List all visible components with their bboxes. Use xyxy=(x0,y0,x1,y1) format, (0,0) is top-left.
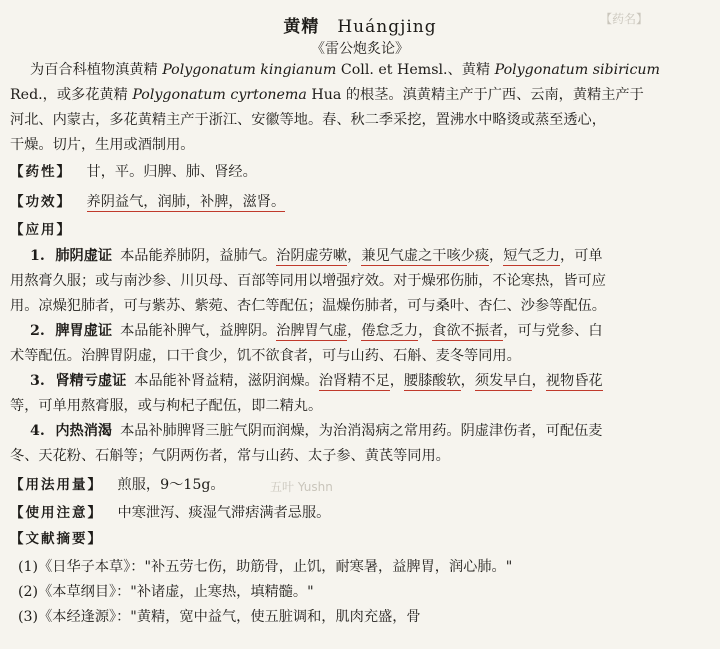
section-heading: 【使用注意】 xyxy=(10,505,103,521)
herb-name-chinese: 黄精 xyxy=(283,17,320,37)
application-item-2-line-2: 术等配伍。治脾胃阴虚，口干食少，饥不欲食者，可与山药、石斛、麦冬等同用。 xyxy=(10,348,521,364)
intro-line-3: 河北、内蒙古，多花黄精主产于浙江、安徽等地。春、秋二季采挖，置沸水中略烫或蒸至透心， xyxy=(10,112,606,128)
application-item-4-line-2: 冬、天花粉、石斛等；气阴两伤者，常与山药、太子参、黄芪等同用。 xyxy=(10,448,450,464)
application-item-1-line-2: 用熬膏久服；或与南沙参、川贝母、百部等同用以增强疗效。对于燥邪伤肺，不论寒热，皆可应 xyxy=(10,273,606,289)
application-item-2: 2. 脾胃虚证 本品能补脾气，益脾阴。治脾胃气虚，倦怠乏力，食欲不振者，可与党参、白 xyxy=(30,323,603,339)
section-heading: 【应用】 xyxy=(10,222,72,238)
section-heading: 【功效】 xyxy=(10,194,72,210)
section-heading: 【文献摘要】 xyxy=(10,531,103,547)
herb-source: 《雷公炮炙论》 xyxy=(311,41,409,57)
page-bottom-edge xyxy=(0,636,720,649)
bleed-through-text: 五叶 Yushn xyxy=(270,480,333,494)
bleed-through-text: 【药名】 xyxy=(600,12,649,26)
intro-line-2: Red.，或多花黄精 Polygonatum cyrtonema Hua 的根茎。滇黄精主产于广西、云南，黄精主产于 xyxy=(10,87,644,103)
literature-item-2: (2)《本草纲目》："补诸虚，止寒热，填精髓。" xyxy=(18,584,314,600)
intro-line-1: 为百合科植物滇黄精 Polygonatum kingianum Coll. et Hemsl.、黄精 Polygonatum sibiricum xyxy=(30,62,660,78)
section-heading: 【用法用量】 xyxy=(10,477,103,493)
section-efficacy: 【功效】 养阴益气，润肺，补脾，滋肾。 xyxy=(10,194,286,210)
herb-name-pinyin: Huángjing xyxy=(337,17,437,37)
herb-title xyxy=(0,12,720,37)
section-application xyxy=(10,220,72,240)
literature-item-3: (3)《本经逢源》："黄精，宽中益气，使五脏调和，肌肉充盛，骨 xyxy=(18,609,421,625)
application-item-3: 3. 肾精亏虚证 本品能补肾益精，滋阴润燥。治肾精不足，腰膝酸软，须发早白，视物昏花 xyxy=(30,373,603,389)
section-cautions: 【使用注意】 中寒泄泻、痰湿气滞痞满者忌服。 xyxy=(10,505,331,521)
section-dosage: 【用法用量】 煎服，9～15g。 xyxy=(10,477,225,493)
intro-line-4: 干燥。切片，生用或酒制用。 xyxy=(10,137,195,153)
application-item-4: 4. 内热消渴 本品补肺脾肾三脏气阴而润燥，为治消渴病之常用药。阴虚津伤者，可配伍麦 xyxy=(30,423,603,439)
application-item-1: 1. 肺阴虚证 本品能养肺阴，益肺气。治阴虚劳嗽，兼见气虚之干咳少痰，短气乏力，可单 xyxy=(30,248,603,264)
application-item-3-line-2: 等，可单用熬膏服，或与枸杞子配伍，即二精丸。 xyxy=(10,398,323,414)
section-heading: 【药性】 xyxy=(10,164,72,180)
literature-item-1: (1)《日华子本草》："补五劳七伤，助筋骨，止饥，耐寒暑，益脾胃，润心肺。" xyxy=(18,559,513,575)
section-literature xyxy=(10,529,103,549)
section-property: 【药性】 甘，平。归脾、肺、肾经。 xyxy=(10,164,257,180)
application-item-1-line-3: 用。凉燥犯肺者，可与紫苏、紫菀、杏仁等配伍；温燥伤肺者，可与桑叶、杏仁、沙参等配伍。 xyxy=(10,298,606,314)
